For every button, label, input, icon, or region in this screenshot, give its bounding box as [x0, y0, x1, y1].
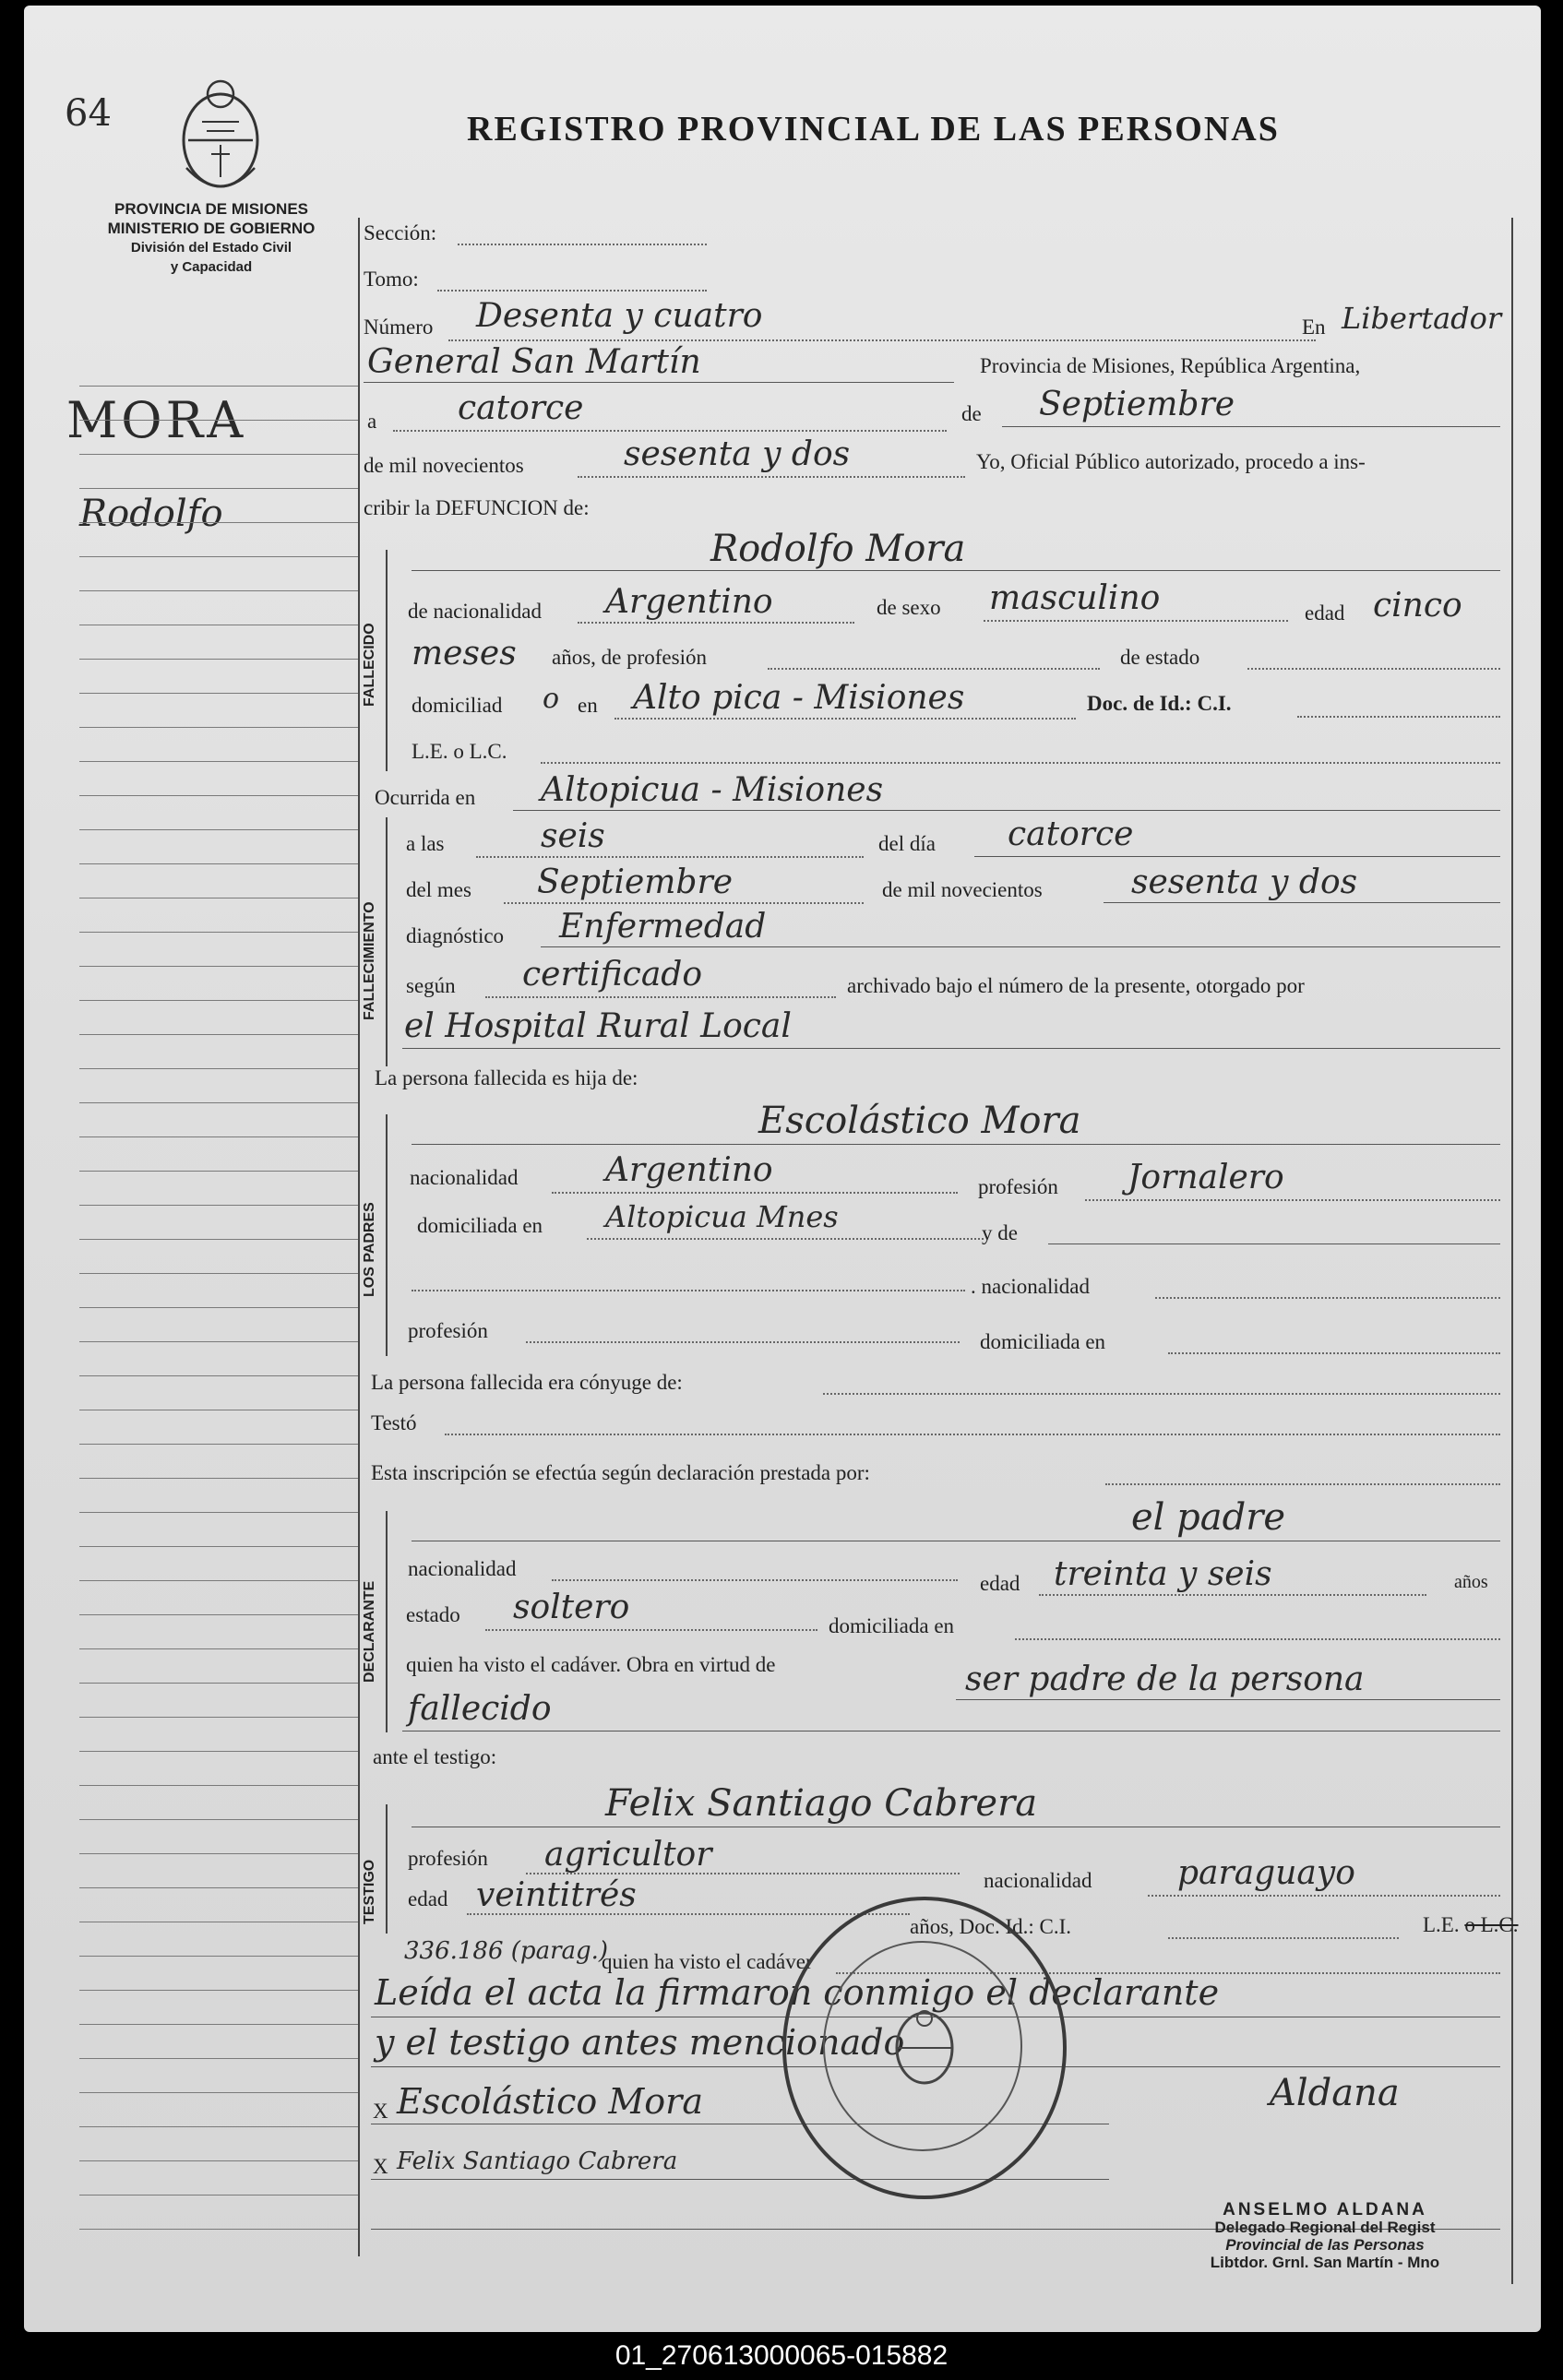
margin-rule	[79, 556, 358, 557]
margin-rule	[79, 966, 358, 967]
label-ocurrida: Ocurrida en	[375, 786, 476, 809]
label-madre-domicilio: domiciliada en	[980, 1330, 1106, 1353]
hw-mes-fall: Septiembre	[537, 863, 733, 901]
margin-rule	[79, 1956, 358, 1957]
label-de-mil: de mil novecientos	[364, 454, 524, 477]
hw-dia: catorce	[458, 389, 584, 427]
field-test-nacionalidad	[1148, 1895, 1500, 1897]
margin-rule	[79, 2092, 358, 2093]
field-decl-obra	[956, 1699, 1500, 1700]
hw-numero: Desenta y cuatro	[476, 297, 763, 335]
hw-testigo: Felix Santiago Cabrera	[605, 1782, 1038, 1825]
seal-emblem-icon	[878, 2002, 971, 2094]
field-padre-nacionalidad	[552, 1192, 958, 1194]
hw-certificado: certificado	[522, 956, 703, 994]
margin-rule	[79, 1853, 358, 1854]
field-dia	[393, 430, 947, 432]
field-madre-2	[412, 1290, 965, 1291]
label-nacionalidad: de nacionalidad	[408, 600, 542, 623]
signature-oficial: Aldana	[1270, 2072, 1400, 2114]
margin-rule	[79, 1273, 358, 1274]
signature-declarante: Escolástico Mora	[397, 2081, 703, 2122]
label-segun: según	[406, 974, 456, 997]
margin-rule	[79, 1068, 358, 1069]
label-seccion: Sección:	[364, 221, 437, 244]
margin-rule	[79, 761, 358, 762]
field-otorgado	[402, 1048, 1500, 1049]
mark-x-1: X	[373, 2100, 388, 2123]
field-tomo	[437, 290, 707, 292]
field-decl-nacionalidad	[552, 1579, 958, 1581]
margin-rule	[79, 1478, 358, 1479]
field-mes-fall	[504, 902, 864, 904]
field-test-doc	[1168, 1937, 1399, 1939]
hw-dia-fall: catorce	[1008, 815, 1134, 853]
label-conyuge: La persona fallecida era cónyuge de:	[371, 1371, 683, 1394]
margin-rule	[79, 1136, 358, 1137]
field-inscripcion	[1105, 1483, 1500, 1485]
field-madre-profesion	[526, 1341, 960, 1343]
hw-domicilio: Alto pica - Misiones	[633, 679, 965, 717]
margin-rule	[79, 420, 358, 421]
field-estado	[1247, 668, 1500, 670]
label-provincia: Provincia de Misiones, República Argentina,	[980, 354, 1361, 377]
field-nombre	[412, 570, 1500, 571]
field-le-lc	[541, 762, 1500, 764]
label-domiciliado: domiciliad	[412, 694, 503, 717]
margin-rule	[79, 1887, 358, 1888]
testigo-bracket	[386, 1804, 388, 1934]
field-decl-domicilio	[1015, 1638, 1500, 1640]
label-le-lc: L.E. o L.C.	[412, 740, 507, 763]
label-a-las: a las	[406, 832, 445, 855]
margin-divider	[358, 218, 360, 2256]
institution-line-3: División del Estado Civil	[130, 240, 292, 256]
field-anio-fall	[1104, 902, 1500, 903]
label-decl-nacionalidad: nacionalidad	[408, 1557, 517, 1580]
margin-rule	[79, 659, 358, 660]
label-y-de: y de	[982, 1221, 1018, 1244]
section-padres: LOS PADRES	[362, 1202, 377, 1297]
mark-x-2: X	[373, 2155, 388, 2178]
margin-rule	[79, 795, 358, 796]
hw-decl-obra: ser padre de la persona	[965, 1660, 1365, 1698]
hw-edad: cinco	[1373, 587, 1462, 625]
margin-rule	[79, 2058, 358, 2059]
field-diagnostico	[541, 946, 1500, 947]
label-numero: Número	[364, 315, 434, 339]
hw-decl-obra-2: fallecido	[408, 1690, 552, 1728]
coat-of-arms-icon	[161, 66, 280, 196]
margin-given-name: Rodolfo	[79, 493, 223, 535]
padres-bracket	[386, 1114, 388, 1356]
field-anio	[578, 476, 965, 478]
hw-padre: Escolástico Mora	[758, 1100, 1081, 1142]
label-ante-testigo: ante el testigo:	[373, 1745, 497, 1768]
margin-rule	[79, 693, 358, 694]
field-testo	[445, 1434, 1500, 1435]
label-test-visto: quien ha visto el cadáver	[602, 1950, 813, 1973]
field-certificado	[485, 996, 836, 998]
fallecido-bracket	[386, 550, 388, 771]
label-test-le-text: L.E.	[1423, 1913, 1460, 1936]
official-place: Libtdor. Grnl. San Martín - Mno	[1210, 2254, 1440, 2271]
label-decl-edad: edad	[980, 1572, 1020, 1595]
hw-decl-estado: soltero	[513, 1589, 630, 1626]
hw-anio: sesenta y dos	[624, 435, 851, 473]
label-test-profesion: profesión	[408, 1847, 488, 1870]
margin-rule	[79, 488, 358, 489]
hw-hora: seis	[541, 817, 605, 855]
hw-test-doc: 336.186 (parag.)	[404, 1937, 609, 1965]
hw-test-profesion: agricultor	[544, 1836, 712, 1874]
label-test-anos-doc: años, Doc. Id.: C.I.	[910, 1915, 1072, 1938]
hw-lugar: Libertador	[1342, 301, 1502, 336]
document-page	[24, 6, 1541, 2332]
hw-decl-edad: treinta y seis	[1054, 1555, 1272, 1593]
image-id-footer: 01_270613000065-015882	[0, 2332, 1563, 2380]
label-inscripcion: Esta inscripción se efectúa según declaración prestada por:	[371, 1461, 870, 1484]
hw-domiciliado-suffix: o	[543, 683, 560, 715]
margin-rule	[79, 1000, 358, 1001]
field-seccion	[458, 244, 707, 245]
margin-surname: MORA	[66, 391, 247, 449]
margin-rule	[79, 2160, 358, 2161]
label-en: En	[1302, 315, 1326, 339]
label-a: a	[367, 410, 377, 433]
margin-rule	[79, 1444, 358, 1445]
margin-rule	[79, 1239, 358, 1240]
hw-lugar-2: General San Martín	[367, 343, 701, 381]
label-de-estado: de estado	[1120, 646, 1200, 669]
margin-rule	[79, 1990, 358, 1991]
margin-rule	[79, 1307, 358, 1308]
label-madre-profesion: profesión	[408, 1319, 488, 1342]
margin-rule	[79, 932, 358, 933]
label-de-mil-nov: de mil novecientos	[882, 878, 1043, 901]
field-hora	[476, 856, 864, 858]
margin-rule	[79, 1341, 358, 1342]
field-madre-nacionalidad	[1155, 1297, 1500, 1299]
field-padre-domicilio	[587, 1238, 984, 1240]
signature-testigo: Felix Santiago Cabrera	[397, 2148, 678, 2175]
margin-rule	[79, 2195, 358, 2196]
hw-sexo: masculino	[989, 579, 1161, 617]
declarante-bracket	[386, 1511, 388, 1732]
margin-rule	[79, 590, 358, 591]
margin-rule	[79, 386, 358, 387]
field-decl-estado	[485, 1629, 817, 1631]
field-test-profesion	[526, 1873, 960, 1874]
margin-rule	[79, 727, 358, 728]
margin-rule	[79, 1102, 358, 1103]
margin-rule	[79, 454, 358, 455]
official-seal	[782, 1897, 1067, 2199]
field-numero	[448, 339, 1316, 341]
hw-mes: Septiembre	[1039, 386, 1235, 423]
hw-padre-domicilio: Altopicua Mnes	[605, 1199, 839, 1234]
label-en-domicilio: en	[578, 694, 598, 717]
margin-rule	[79, 863, 358, 864]
institution-line-2: MINISTERIO DE GOBIERNO	[107, 220, 316, 237]
field-profesion	[768, 668, 1100, 670]
official-role-2: Provincial de las Personas	[1225, 2236, 1425, 2254]
margin-rule	[79, 2229, 358, 2230]
margin-rule	[79, 1512, 358, 1513]
margin-rule	[79, 522, 358, 523]
section-declarante: DECLARANTE	[362, 1580, 377, 1683]
field-decl-edad	[1039, 1594, 1426, 1596]
hw-otorgado: el Hospital Rural Local	[404, 1007, 792, 1045]
label-decl-domicilio: domiciliada en	[829, 1614, 955, 1637]
field-mes	[1002, 426, 1500, 427]
institution-line-1: PROVINCIA DE MISIONES	[113, 200, 308, 218]
field-padre-profesion	[1085, 1199, 1500, 1201]
label-de: de	[961, 402, 982, 425]
folio-number: 64	[65, 92, 112, 135]
margin-rule	[79, 1375, 358, 1376]
label-decl-visto: quien ha visto el cadáver. Obra en virtud de	[406, 1653, 776, 1676]
label-test-edad: edad	[408, 1887, 448, 1910]
field-lugar-2	[364, 382, 954, 383]
label-cribir: cribir la DEFUNCION de:	[364, 496, 590, 519]
field-nacionalidad	[578, 622, 854, 624]
margin-rule	[79, 1034, 358, 1035]
hw-leida-2: y el testigo antes mencionado	[375, 2022, 905, 2063]
label-madre-nacionalidad: . nacionalidad	[971, 1275, 1091, 1298]
field-sexo	[984, 620, 1288, 622]
label-padre-domicilio: domiciliada en	[417, 1214, 543, 1237]
institution-line-4: y Capacidad	[170, 259, 253, 275]
closing-line-4	[371, 2179, 1109, 2180]
label-del-mes: del mes	[406, 878, 471, 901]
margin-rule	[79, 1171, 358, 1172]
field-padre	[412, 1144, 1500, 1145]
hw-anio-fall: sesenta y dos	[1131, 863, 1358, 901]
label-doc-id: Doc. de Id.: C.I.	[1087, 692, 1232, 715]
hw-declarante: el padre	[1131, 1496, 1286, 1539]
hw-test-nacionalidad: paraguayo	[1177, 1854, 1355, 1892]
field-test-edad	[467, 1913, 910, 1915]
margin-rule	[79, 1614, 358, 1615]
label-diagnostico: diagnóstico	[406, 924, 505, 947]
margin-rule	[79, 1546, 358, 1547]
hw-padre-nacionalidad: Argentino	[605, 1151, 773, 1189]
margin-rule	[79, 2024, 358, 2025]
label-hija-de: La persona fallecida es hija de:	[375, 1066, 638, 1089]
field-ocurrida	[513, 810, 1500, 811]
label-decl-estado: estado	[406, 1603, 460, 1626]
label-yo-oficial: Yo, Oficial Público autorizado, procedo a ins-	[976, 450, 1366, 473]
margin-rule	[79, 2126, 358, 2127]
field-conyuge	[823, 1393, 1500, 1395]
hw-nombre: Rodolfo Mora	[710, 528, 966, 570]
label-anos-profesion: años, de profesión	[552, 646, 707, 669]
margin-rule	[79, 1683, 358, 1684]
field-doc-id	[1297, 716, 1500, 718]
label-tomo: Tomo:	[364, 268, 419, 291]
margin-rule	[79, 1717, 358, 1718]
margin-rule	[79, 1751, 358, 1752]
label-padre-nacionalidad: nacionalidad	[410, 1166, 519, 1189]
label-decl-anos: años	[1454, 1572, 1488, 1592]
page-title: REGISTRO PROVINCIAL DE LAS PERSONAS	[467, 110, 1280, 149]
hw-leida-1: Leída el acta la firmaron conmigo el declarante	[375, 1972, 1220, 2013]
label-del-dia: del día	[878, 832, 936, 855]
label-test-le-struck: o L.C.	[1464, 1913, 1519, 1936]
official-role: Delegado Regional del Regist	[1214, 2219, 1436, 2236]
hw-nacionalidad: Argentino	[605, 583, 773, 621]
field-madre-domicilio	[1168, 1352, 1500, 1354]
official-name: ANSELMO ALDANA	[1223, 2200, 1427, 2219]
label-test-le	[1423, 1913, 1519, 1937]
margin-rule	[79, 1785, 358, 1786]
label-sexo: de sexo	[877, 596, 941, 619]
label-edad: edad	[1305, 601, 1345, 625]
hw-edad-unidad: meses	[412, 635, 517, 672]
label-padre-profesion: profesión	[978, 1175, 1058, 1198]
label-test-nacionalidad: nacionalidad	[984, 1869, 1092, 1892]
margin-rule	[79, 1580, 358, 1581]
label-archivado: archivado bajo el número de la presente, otorgado por	[847, 974, 1305, 997]
margin-rule	[79, 1648, 358, 1649]
label-testo: Testó	[371, 1411, 417, 1434]
field-domicilio	[614, 718, 1076, 720]
institution-header	[68, 199, 354, 277]
section-fallecido: FALLECIDO	[362, 623, 377, 707]
margin-rule	[79, 1819, 358, 1820]
section-fallecimiento: FALLECIMIENTO	[362, 901, 377, 1020]
right-border	[1511, 218, 1513, 2284]
margin-rule	[79, 829, 358, 830]
hw-diagnostico: Enfermedad	[559, 908, 767, 946]
margin-rule	[79, 1205, 358, 1206]
hw-padre-profesion: Jornalero	[1128, 1159, 1284, 1196]
section-testigo: TESTIGO	[362, 1859, 377, 1924]
field-dia-fall	[974, 856, 1500, 857]
fallecimiento-bracket	[386, 817, 388, 1066]
hw-test-edad: veintitrés	[476, 1876, 637, 1914]
hw-ocurrida: Altopicua - Misiones	[541, 771, 884, 809]
official-block	[1150, 2201, 1500, 2271]
